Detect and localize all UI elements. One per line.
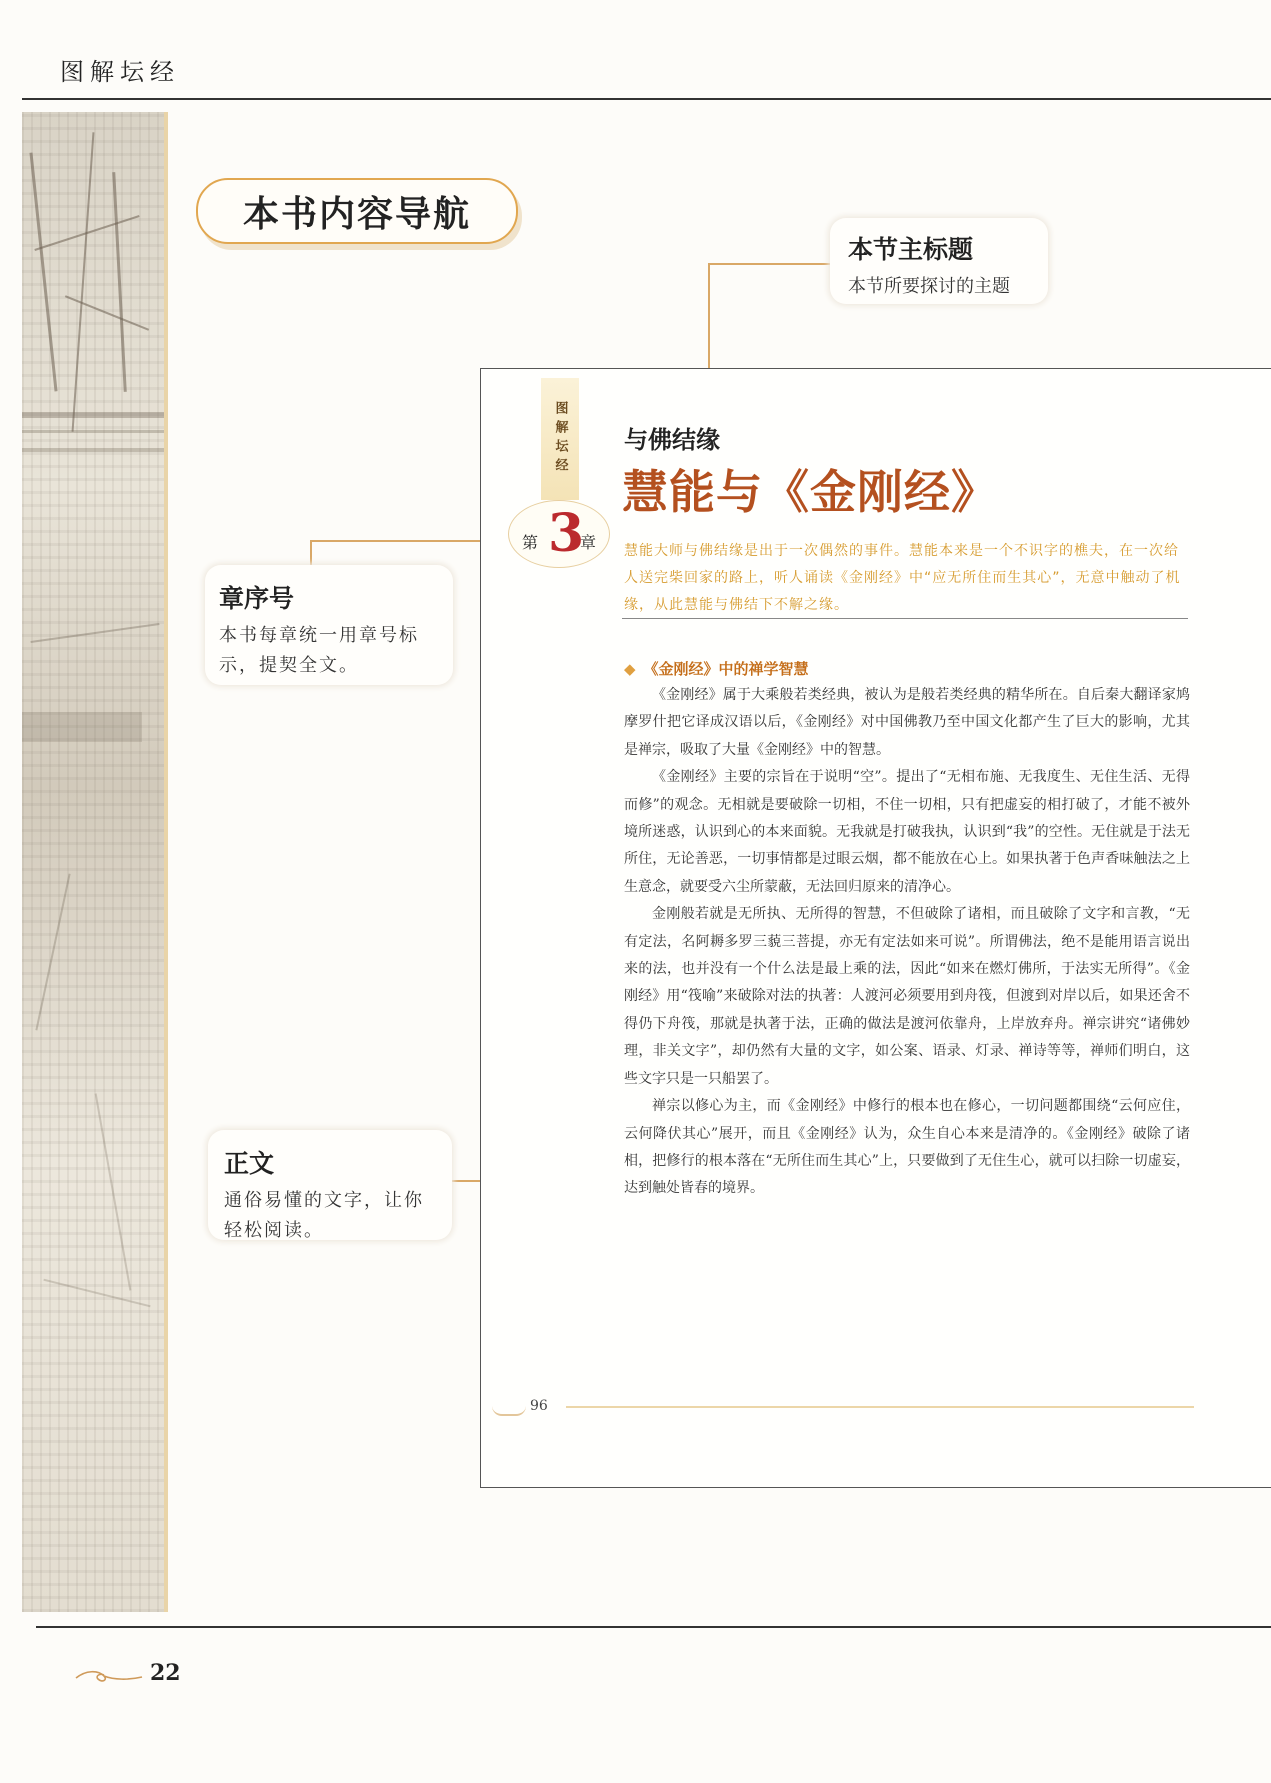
sub-heading [624, 658, 809, 679]
chapter-prefix: 第 [522, 533, 539, 552]
section-intro: 慧能大师与佛结缘是出于一次偶然的事件。慧能本来是一个不识字的樵夫，在一次给人送完柴回家的路上，听人诵读《金刚经》中“应无所住而生其心”，无意中触动了机缘，从此慧能与佛结下不解之缘。 [624, 543, 1181, 613]
body-paragraph: 金刚般若就是无所执、无所得的智慧，不但破除了诸相，而且破除了文字和言教，“无有定法，名阿耨多罗三藐三菩提，亦无有定法如来可说”。所谓佛法，绝不是能用语言说出来的法，也并没有一个什么法是最上乘的法，因此“如来在燃灯佛所，于法实无所得”。《金刚经》用“筏喻”来破除对法的执著：人渡河必须要用到舟筏，但渡到对岸以后，如果还舍不得仍下舟筏，那就是执著于法，正确的做法是渡河依靠舟，上岸放弃舟。禅宗讲究“诸佛妙理，非关文字”，却仍然有大量的文字，如公案、语录、灯录、禅诗等等，禅师们明白，这些文字只是一只船罢了。 [624, 906, 1190, 1087]
callout-body-desc: 通俗易懂的文字，让你轻松阅读。 [224, 1190, 424, 1241]
decorative-tree-strip [22, 112, 164, 1612]
callout-chapter-label: 章序号 [219, 584, 295, 613]
body-text [624, 682, 1190, 1203]
body-paragraph: 《金刚经》属于大乘般若类经典，被认为是般若类经典的精华所在。自后秦大翻译家鸠摩罗什把它译成汉语以后，《金刚经》对中国佛教乃至中国文化都产生了巨大的影响，尤其是禅宗，吸取了大量《金刚经》中的智慧。 [624, 687, 1190, 758]
connector-chapter-v [310, 540, 312, 565]
callout-chapter-number [205, 565, 453, 685]
connector-main-title-h [708, 263, 832, 265]
body-paragraph: 禅宗以修心为主，而《金刚经》中修行的根本也在修心，一切问题都围绕“云何应住，云何降伏其心”展开，而且《金刚经》认为，众生自心本来是清净的。《金刚经》破除了诸相，把修行的根本落在“无所住而生其心”上，只要做到了无住生心，就可以扫除一切虚妄，达到触处皆春的境界。 [624, 1098, 1190, 1197]
strip-edge [164, 112, 168, 1612]
diamond-bullet-icon: ◆ [624, 660, 636, 678]
guide-title: 本书内容导航 [196, 178, 518, 244]
header-rule [22, 98, 1271, 100]
sample-page-vertical-tab: 图解坛经 [541, 378, 579, 500]
inner-swirl-ornament [492, 1406, 526, 1416]
chapter-number: 3 [548, 503, 585, 564]
intro-rule [622, 618, 1188, 619]
sample-page-number: 96 [530, 1398, 548, 1414]
swirl-ornament-icon [74, 1668, 144, 1684]
callout-body-text [208, 1130, 452, 1240]
callout-chapter-desc: 本书每章统一用章号标示，提契全文。 [219, 625, 419, 676]
section-title: 慧能与《金刚经》 [622, 465, 998, 519]
chapter-badge [508, 500, 608, 610]
running-header-book-title: 图解坛经 [60, 58, 180, 86]
page-number: 22 [150, 1660, 181, 1686]
footer-rule [36, 1626, 1271, 1628]
callout-main-title-desc: 本节所要探讨的主题 [848, 276, 1010, 297]
sub-heading-text: 《金刚经》中的禅学智慧 [643, 660, 809, 678]
sample-page-foot-rule [566, 1406, 1194, 1408]
callout-main-title [830, 218, 1048, 304]
callout-body-label: 正文 [224, 1149, 275, 1178]
section-kicker: 与佛结缘 [624, 425, 720, 454]
chapter-suffix: 章 [580, 533, 597, 552]
body-paragraph: 《金刚经》主要的宗旨在于说明“空”。提出了“无相布施、无我度生、无住生活、无得而修”的观念。无相就是要破除一切相，不住一切相，只有把虚妄的相打破了，才能不被外境所迷惑，认识到心的本来面貌。无我就是打破我执，认识到“我”的空性。无住就是于法无所住，无论善恶，一切事情都是过眼云烟，都不能放在心上。如果执著于色声香味触法之上生意念，就要受六尘所蒙蔽，无法回归原来的清净心。 [624, 769, 1190, 895]
callout-main-title-label: 本节主标题 [848, 235, 974, 264]
